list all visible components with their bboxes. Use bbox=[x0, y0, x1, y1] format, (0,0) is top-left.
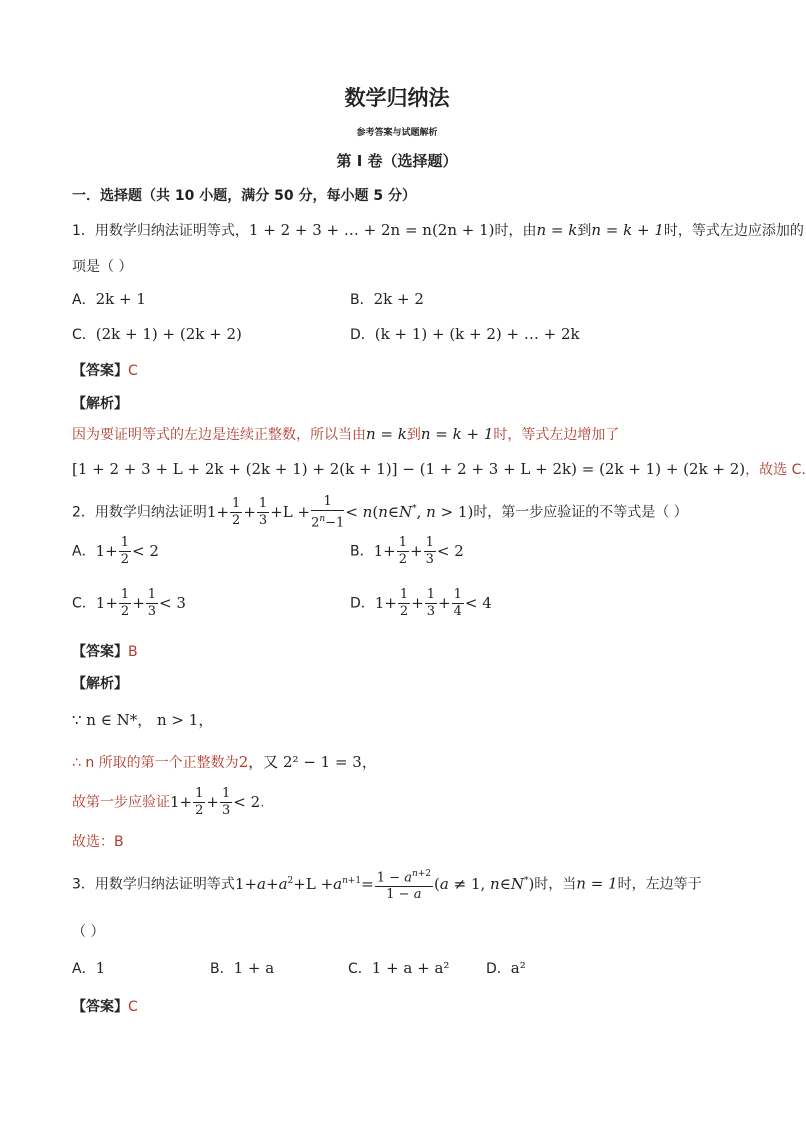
q2-option-a: A．1+ $\frac{1}{2}$ < 2 bbox=[72, 535, 159, 567]
q3-answer: 【答案】C bbox=[72, 999, 138, 1015]
q1-analysis-line2: [1 + 2 + 3 + L + 2k + (2k + 1) + 2(k + 1)] − (1 + 2 + 3 + L + 2k) = (2k + 1) + (2k + 2)，故选 C. bbox=[72, 460, 806, 478]
q1-stem-cont: 项是（ ） bbox=[72, 259, 133, 275]
q1-stem: 1．用数学归纳法证明等式，1 + 2 + 3 + … + 2n = n(2n + 1)时，由n = k到n = k + 1时，等式左边应添加的 bbox=[72, 221, 804, 239]
q2-analysis-line4: 故选：B bbox=[72, 834, 124, 850]
q1-option-b: B．2k + 2 bbox=[350, 290, 424, 308]
volume-heading: 第 I 卷（选择题） bbox=[336, 152, 458, 170]
q3-option-b: B．1 + a bbox=[210, 959, 275, 977]
q1-analysis-label: 【解析】 bbox=[72, 396, 128, 412]
q2-stem: 2．用数学归纳法证明1+ $\frac{1}{2}$ + $\frac{1}{3}$ +L + $\frac{1}{2^n-1}$ < n(n∈N*, n > 1)时，第一步应验证的不等式是（ ） bbox=[72, 494, 688, 531]
q1-option-c: C．(2k + 1) + (2k + 2) bbox=[72, 325, 242, 343]
q2-analysis-line3: 故第一步应验证1+ $\frac{1}{2}$ + $\frac{1}{3}$ < 2. bbox=[72, 786, 265, 818]
q2-analysis-line2: ∴ n 所取的第一个正整数为2，又 2² − 1 = 3， bbox=[72, 753, 377, 771]
q1-option-a: A．2k + 1 bbox=[72, 290, 146, 308]
q2-option-c: C．1+ $\frac{1}{2}$ + $\frac{1}{3}$ < 3 bbox=[72, 587, 186, 619]
section-heading: 一．选择题（共 10 小题，满分 50 分，每小题 5 分） bbox=[72, 188, 416, 204]
q3-option-a: A．1 bbox=[72, 959, 106, 977]
q1-option-d: D．(k + 1) + (k + 2) + … + 2k bbox=[350, 325, 580, 343]
q3-stem: 3．用数学归纳法证明等式$1+a+a^2+L +a^{n+1}=$ $\frac{1 - a^{n+2}}{1 - a}$ (a ≠ 1, n∈N*)时，当n = 1时，左边等于 bbox=[72, 866, 702, 903]
q2-analysis-line1: ∵ n ∈ N*， n > 1， bbox=[72, 711, 214, 729]
q2-option-d: D．1+ $\frac{1}{2}$ + $\frac{1}{3}$ + $\frac{1}{4}$ < 4 bbox=[350, 587, 492, 619]
q3-paren: （ ） bbox=[72, 924, 105, 940]
q1-answer: 【答案】C bbox=[72, 363, 138, 379]
q2-analysis-label: 【解析】 bbox=[72, 676, 128, 692]
page-title: 数学归纳法 bbox=[344, 86, 450, 110]
q3-option-d: D．a² bbox=[486, 959, 526, 977]
q1-equation: 1 + 2 + 3 + … + 2n = n(2n + 1) bbox=[248, 221, 495, 239]
q1-analysis-line1: 因为要证明等式的左边是连续正整数，所以当由n = k到n = k + 1时，等式左边增加了 bbox=[72, 425, 620, 443]
page-subtitle: 参考答案与试题解析 bbox=[356, 128, 438, 138]
q2-option-b: B．1+ $\frac{1}{2}$ + $\frac{1}{3}$ < 2 bbox=[350, 535, 464, 567]
q2-answer: 【答案】B bbox=[72, 644, 138, 660]
q3-option-c: C．1 + a + a² bbox=[348, 959, 450, 977]
